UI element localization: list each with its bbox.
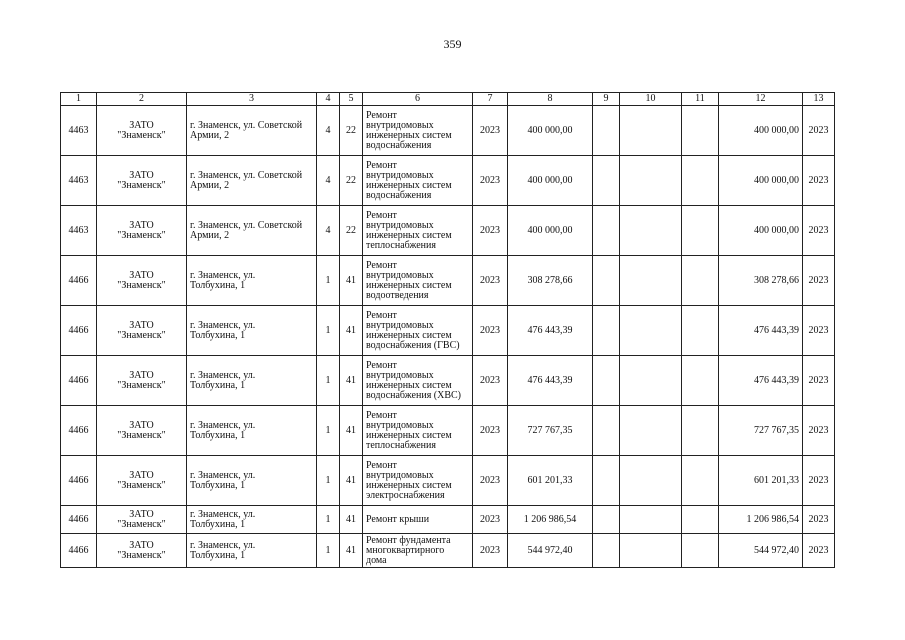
house-id-cell: 4466 bbox=[61, 256, 97, 306]
address-line: г. Знаменск, ул. bbox=[190, 419, 256, 431]
house-id-cell: 4463 bbox=[61, 206, 97, 256]
col4-cell: 1 bbox=[317, 534, 340, 568]
cost-cell: 400 000,00 bbox=[508, 206, 593, 256]
col9-cell bbox=[593, 256, 620, 306]
address-line: Толбухина, 1 bbox=[190, 429, 246, 441]
column-header-4: 4 bbox=[317, 93, 340, 106]
table-row bbox=[61, 356, 835, 406]
col9-cell bbox=[593, 106, 620, 156]
col9-cell bbox=[593, 206, 620, 256]
total-cost-cell: 400 000,00 bbox=[719, 156, 803, 206]
municipality-line: "Знаменск" bbox=[117, 549, 166, 561]
work-type-line: многоквартирного bbox=[366, 544, 445, 556]
work-type-cell bbox=[363, 256, 473, 306]
address-line: Толбухина, 1 bbox=[190, 479, 246, 491]
total-cost-cell: 476 443,39 bbox=[719, 306, 803, 356]
address-line: г. Знаменск, ул. bbox=[190, 508, 256, 520]
col4-cell: 4 bbox=[317, 106, 340, 156]
col11-cell bbox=[682, 534, 719, 568]
municipality-line: "Знаменск" bbox=[117, 479, 166, 491]
year-cell: 2023 bbox=[473, 356, 508, 406]
col11-cell bbox=[682, 506, 719, 534]
address-line: Толбухина, 1 bbox=[190, 518, 246, 530]
municipality-line: ЗАТО bbox=[129, 319, 154, 331]
year-cell: 2023 bbox=[473, 406, 508, 456]
column-header-8: 8 bbox=[508, 93, 593, 106]
work-type-line: инженерных систем bbox=[366, 129, 452, 141]
work-type-cell bbox=[363, 206, 473, 256]
address-cell bbox=[187, 256, 317, 306]
column-header-5: 5 bbox=[340, 93, 363, 106]
municipality-cell bbox=[97, 456, 187, 506]
total-cost-cell: 476 443,39 bbox=[719, 356, 803, 406]
address-line: г. Знаменск, ул. Советской bbox=[190, 119, 303, 131]
col5-cell: 41 bbox=[340, 456, 363, 506]
work-type-cell bbox=[363, 506, 473, 534]
municipality-line: ЗАТО bbox=[129, 269, 154, 281]
col4-cell: 1 bbox=[317, 456, 340, 506]
column-header-9: 9 bbox=[593, 93, 620, 106]
col9-cell bbox=[593, 356, 620, 406]
work-type-cell bbox=[363, 406, 473, 456]
work-type-line: Ремонт bbox=[366, 309, 397, 321]
municipality-line: ЗАТО bbox=[129, 539, 154, 551]
cost-cell: 1 206 986,54 bbox=[508, 506, 593, 534]
work-type-line: теплоснабжения bbox=[366, 439, 436, 451]
year-cell: 2023 bbox=[473, 506, 508, 534]
col11-cell bbox=[682, 306, 719, 356]
total-cost-cell: 400 000,00 bbox=[719, 206, 803, 256]
total-cost-cell: 727 767,35 bbox=[719, 406, 803, 456]
address-line: г. Знаменск, ул. bbox=[190, 469, 256, 481]
municipality-cell bbox=[97, 534, 187, 568]
year-cell: 2023 bbox=[473, 156, 508, 206]
col9-cell bbox=[593, 306, 620, 356]
address-line: г. Знаменск, ул. bbox=[190, 539, 256, 551]
col4-cell: 1 bbox=[317, 256, 340, 306]
completion-year-cell: 2023 bbox=[803, 506, 835, 534]
municipality-line: "Знаменск" bbox=[117, 379, 166, 391]
total-cost-cell: 601 201,33 bbox=[719, 456, 803, 506]
table-row bbox=[61, 456, 835, 506]
col9-cell bbox=[593, 506, 620, 534]
col11-cell bbox=[682, 156, 719, 206]
column-header-7: 7 bbox=[473, 93, 508, 106]
col5-cell: 41 bbox=[340, 506, 363, 534]
municipality-cell bbox=[97, 356, 187, 406]
work-type-line: теплоснабжения bbox=[366, 239, 436, 251]
house-id-cell: 4466 bbox=[61, 406, 97, 456]
col11-cell bbox=[682, 106, 719, 156]
table-row bbox=[61, 506, 835, 534]
address-line: г. Знаменск, ул. bbox=[190, 269, 256, 281]
address-cell bbox=[187, 206, 317, 256]
total-cost-cell: 400 000,00 bbox=[719, 106, 803, 156]
work-type-line: Ремонт bbox=[366, 359, 397, 371]
col10-cell bbox=[620, 456, 682, 506]
house-id-cell: 4466 bbox=[61, 306, 97, 356]
municipality-cell bbox=[97, 406, 187, 456]
address-cell bbox=[187, 156, 317, 206]
work-type-line: Ремонт bbox=[366, 259, 397, 271]
municipality-line: "Знаменск" bbox=[117, 129, 166, 141]
col4-cell: 4 bbox=[317, 206, 340, 256]
col4-cell: 1 bbox=[317, 506, 340, 534]
municipality-line: ЗАТО bbox=[129, 419, 154, 431]
work-type-line: внутридомовых bbox=[366, 469, 434, 481]
work-type-line: дома bbox=[366, 554, 387, 566]
municipality-line: "Знаменск" bbox=[117, 429, 166, 441]
work-type-line: внутридомовых bbox=[366, 319, 434, 331]
address-line: Толбухина, 1 bbox=[190, 279, 246, 291]
col9-cell bbox=[593, 156, 620, 206]
col10-cell bbox=[620, 306, 682, 356]
municipality-cell bbox=[97, 156, 187, 206]
work-type-line: Ремонт bbox=[366, 159, 397, 171]
col4-cell: 4 bbox=[317, 156, 340, 206]
work-type-line: Ремонт bbox=[366, 459, 397, 471]
column-header-1: 1 bbox=[61, 93, 97, 106]
completion-year-cell: 2023 bbox=[803, 406, 835, 456]
col10-cell bbox=[620, 156, 682, 206]
cost-cell: 400 000,00 bbox=[508, 106, 593, 156]
work-type-line: водоснабжения bbox=[366, 189, 432, 201]
municipality-cell bbox=[97, 106, 187, 156]
table-row bbox=[61, 534, 835, 568]
column-header-3: 3 bbox=[187, 93, 317, 106]
cost-cell: 400 000,00 bbox=[508, 156, 593, 206]
col9-cell bbox=[593, 406, 620, 456]
year-cell: 2023 bbox=[473, 206, 508, 256]
address-line: Армии, 2 bbox=[190, 229, 230, 241]
work-type-line: электроснабжения bbox=[366, 489, 445, 501]
table-row bbox=[61, 156, 835, 206]
col10-cell bbox=[620, 256, 682, 306]
col11-cell bbox=[682, 356, 719, 406]
table-row bbox=[61, 106, 835, 156]
house-id-cell: 4466 bbox=[61, 456, 97, 506]
municipality-line: "Знаменск" bbox=[117, 279, 166, 291]
column-header-11: 11 bbox=[682, 93, 719, 106]
table-row bbox=[61, 256, 835, 306]
municipality-line: ЗАТО bbox=[129, 508, 154, 520]
address-line: г. Знаменск, ул. Советской bbox=[190, 169, 303, 181]
year-cell: 2023 bbox=[473, 256, 508, 306]
municipality-line: ЗАТО bbox=[129, 119, 154, 131]
house-id-cell: 4466 bbox=[61, 534, 97, 568]
col4-cell: 1 bbox=[317, 406, 340, 456]
table-body bbox=[61, 106, 835, 568]
col5-cell: 41 bbox=[340, 256, 363, 306]
address-line: Толбухина, 1 bbox=[190, 379, 246, 391]
column-header-10: 10 bbox=[620, 93, 682, 106]
municipality-line: "Знаменск" bbox=[117, 329, 166, 341]
column-header-2: 2 bbox=[97, 93, 187, 106]
column-header-13: 13 bbox=[803, 93, 835, 106]
address-cell bbox=[187, 456, 317, 506]
column-header-12: 12 bbox=[719, 93, 803, 106]
work-type-line: внутридомовых bbox=[366, 419, 434, 431]
work-type-line: инженерных систем bbox=[366, 229, 452, 241]
address-cell bbox=[187, 406, 317, 456]
municipality-cell bbox=[97, 306, 187, 356]
table-row bbox=[61, 206, 835, 256]
municipality-line: "Знаменск" bbox=[117, 518, 166, 530]
work-type-line: внутридомовых bbox=[366, 219, 434, 231]
col5-cell: 41 bbox=[340, 534, 363, 568]
cost-cell: 476 443,39 bbox=[508, 306, 593, 356]
total-cost-cell: 544 972,40 bbox=[719, 534, 803, 568]
col11-cell bbox=[682, 406, 719, 456]
cost-cell: 601 201,33 bbox=[508, 456, 593, 506]
col5-cell: 22 bbox=[340, 156, 363, 206]
address-cell bbox=[187, 306, 317, 356]
work-type-line: инженерных систем bbox=[366, 329, 452, 341]
municipality-cell bbox=[97, 256, 187, 306]
work-type-line: Ремонт bbox=[366, 209, 397, 221]
address-cell bbox=[187, 506, 317, 534]
column-header-6: 6 bbox=[363, 93, 473, 106]
year-cell: 2023 bbox=[473, 306, 508, 356]
year-cell: 2023 bbox=[473, 106, 508, 156]
work-type-line: инженерных систем bbox=[366, 429, 452, 441]
work-type-line: инженерных систем bbox=[366, 179, 452, 191]
work-type-line: внутридомовых bbox=[366, 369, 434, 381]
completion-year-cell: 2023 bbox=[803, 256, 835, 306]
page-number: 359 bbox=[443, 37, 462, 51]
completion-year-cell: 2023 bbox=[803, 456, 835, 506]
address-line: Толбухина, 1 bbox=[190, 549, 246, 561]
col5-cell: 41 bbox=[340, 356, 363, 406]
municipality-line: "Знаменск" bbox=[117, 229, 166, 241]
work-type-cell bbox=[363, 106, 473, 156]
work-type-line: водоснабжения (ХВС) bbox=[366, 389, 462, 401]
address-line: г. Знаменск, ул. Советской bbox=[190, 219, 303, 231]
work-type-line: инженерных систем bbox=[366, 479, 452, 491]
municipality-cell bbox=[97, 206, 187, 256]
address-cell bbox=[187, 534, 317, 568]
municipality-line: "Знаменск" bbox=[117, 179, 166, 191]
col9-cell bbox=[593, 534, 620, 568]
completion-year-cell: 2023 bbox=[803, 106, 835, 156]
col9-cell bbox=[593, 456, 620, 506]
address-cell bbox=[187, 356, 317, 406]
work-type-line: внутридомовых bbox=[366, 169, 434, 181]
municipality-line: ЗАТО bbox=[129, 369, 154, 381]
work-type-line: водоснабжения (ГВС) bbox=[366, 339, 460, 351]
work-type-cell bbox=[363, 456, 473, 506]
address-line: Армии, 2 bbox=[190, 129, 230, 141]
house-id-cell: 4463 bbox=[61, 106, 97, 156]
cost-cell: 544 972,40 bbox=[508, 534, 593, 568]
municipality-cell bbox=[97, 506, 187, 534]
address-line: Толбухина, 1 bbox=[190, 329, 246, 341]
municipality-line: ЗАТО bbox=[129, 169, 154, 181]
work-type-line: инженерных систем bbox=[366, 279, 452, 291]
total-cost-cell: 1 206 986,54 bbox=[719, 506, 803, 534]
cost-cell: 308 278,66 bbox=[508, 256, 593, 306]
table-row bbox=[61, 306, 835, 356]
col5-cell: 22 bbox=[340, 106, 363, 156]
address-line: Армии, 2 bbox=[190, 179, 230, 191]
col11-cell bbox=[682, 256, 719, 306]
col11-cell bbox=[682, 206, 719, 256]
completion-year-cell: 2023 bbox=[803, 206, 835, 256]
house-id-cell: 4466 bbox=[61, 356, 97, 406]
completion-year-cell: 2023 bbox=[803, 356, 835, 406]
address-line: г. Знаменск, ул. bbox=[190, 319, 256, 331]
col10-cell bbox=[620, 356, 682, 406]
col4-cell: 1 bbox=[317, 306, 340, 356]
work-type-line: Ремонт bbox=[366, 409, 397, 421]
work-type-cell bbox=[363, 306, 473, 356]
address-cell bbox=[187, 106, 317, 156]
col5-cell: 41 bbox=[340, 406, 363, 456]
work-type-line: водоотведения bbox=[366, 289, 429, 301]
completion-year-cell: 2023 bbox=[803, 534, 835, 568]
year-cell: 2023 bbox=[473, 456, 508, 506]
work-type-line: внутридомовых bbox=[366, 119, 434, 131]
col11-cell bbox=[682, 456, 719, 506]
work-type-line: водоснабжения bbox=[366, 139, 432, 151]
completion-year-cell: 2023 bbox=[803, 156, 835, 206]
total-cost-cell: 308 278,66 bbox=[719, 256, 803, 306]
col5-cell: 41 bbox=[340, 306, 363, 356]
col10-cell bbox=[620, 406, 682, 456]
work-type-cell bbox=[363, 356, 473, 406]
municipality-line: ЗАТО bbox=[129, 469, 154, 481]
house-id-cell: 4466 bbox=[61, 506, 97, 534]
col10-cell bbox=[620, 506, 682, 534]
registry-table bbox=[60, 92, 835, 568]
work-type-line: инженерных систем bbox=[366, 379, 452, 391]
col10-cell bbox=[620, 106, 682, 156]
work-type-cell bbox=[363, 156, 473, 206]
work-type-line: Ремонт bbox=[366, 109, 397, 121]
work-type-line: Ремонт фундамента bbox=[366, 534, 451, 546]
cost-cell: 727 767,35 bbox=[508, 406, 593, 456]
work-type-line: Ремонт крыши bbox=[366, 513, 430, 525]
cost-cell: 476 443,39 bbox=[508, 356, 593, 406]
municipality-line: ЗАТО bbox=[129, 219, 154, 231]
col4-cell: 1 bbox=[317, 356, 340, 406]
col10-cell bbox=[620, 534, 682, 568]
address-line: г. Знаменск, ул. bbox=[190, 369, 256, 381]
work-type-cell bbox=[363, 534, 473, 568]
table-row bbox=[61, 406, 835, 456]
header-row bbox=[61, 93, 835, 106]
col5-cell: 22 bbox=[340, 206, 363, 256]
work-type-line: внутридомовых bbox=[366, 269, 434, 281]
year-cell: 2023 bbox=[473, 534, 508, 568]
col10-cell bbox=[620, 206, 682, 256]
completion-year-cell: 2023 bbox=[803, 306, 835, 356]
house-id-cell: 4463 bbox=[61, 156, 97, 206]
